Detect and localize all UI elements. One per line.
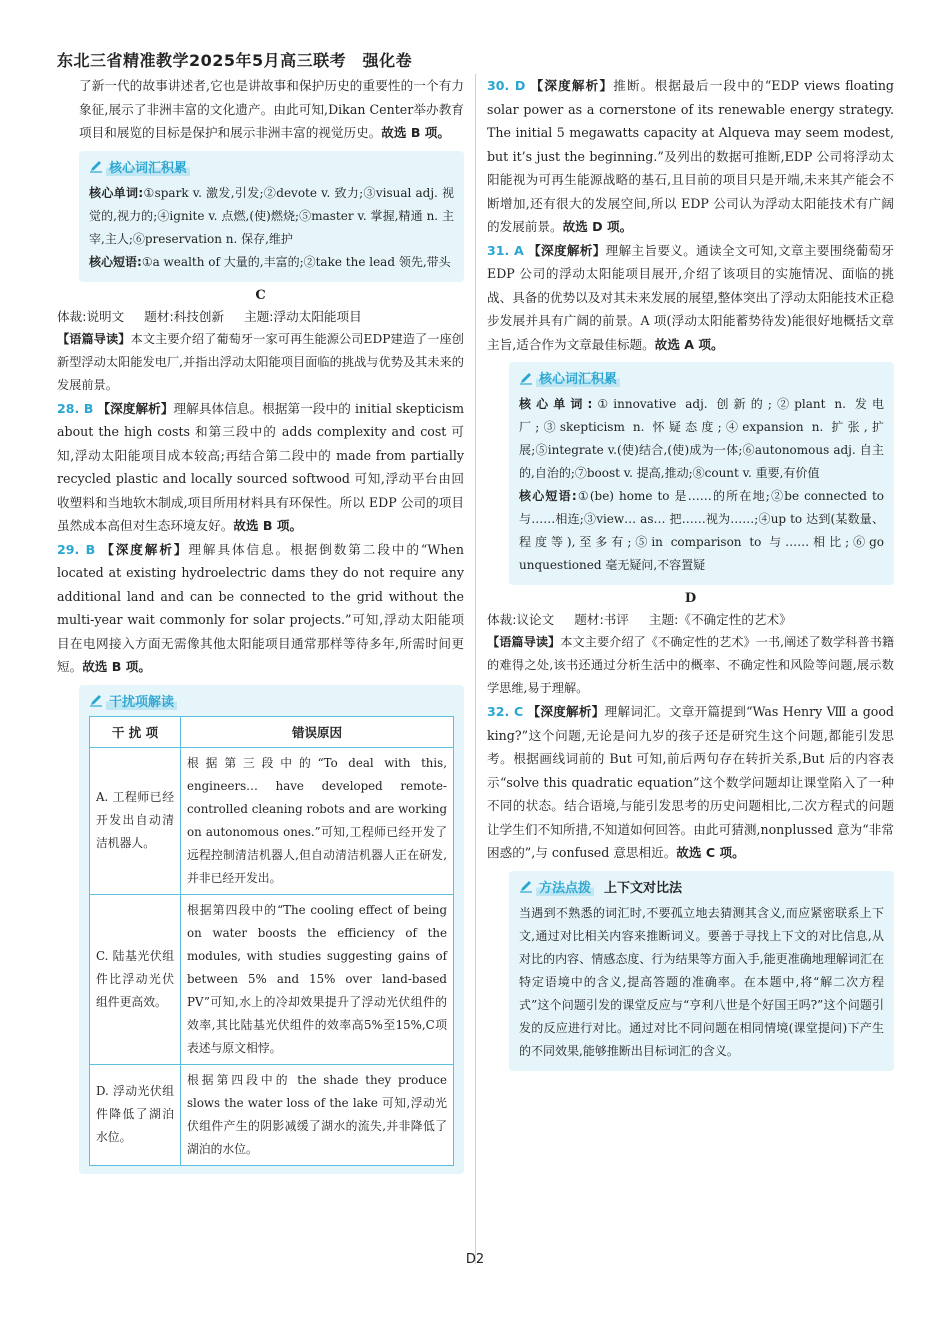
method-box-title: 方法点拨 — [536, 877, 594, 896]
distractor-box — [79, 685, 464, 1174]
vocab-box-title: 核心词汇积累 — [106, 157, 190, 176]
vocab-box-title: 核心词汇积累 — [536, 368, 620, 387]
distractor-option: C. 陆基光伏组件比浮动光伏组件更高效。 — [90, 894, 181, 1064]
pen-icon — [519, 371, 533, 385]
distractor-reason: 根据第三段中的“To deal with this, engineers… have developed remote-controlled cleaning robots and are working on autonomous ones.”可知,工程师已经开发了远程控制清洁机器人,但自动清洁机器人正在研发,并非已经开发出。 — [181, 747, 454, 894]
vocab-box-2 — [509, 362, 894, 585]
column-divider — [475, 74, 476, 1264]
method-box — [509, 871, 894, 1071]
method-text: 当遇到不熟悉的词汇时,不要孤立地去猜测其含义,而应紧密联系上下文,通过对比相关内容来推断词义。要善于寻找上下文的对比信息,从对比的内容、情感态度、行为结果等方面入手,能更准确地理解词汇在特定语境中的含义,提高答题的准确率。在本题中,将“解二次方程式”这个问题引发的课堂反应与“亨利八世是个好国王吗?”这个问题引发的反应进行对比。通过对比不同问题在相同情境(课堂提问)下产生的不同效果,能够推断出目标词汇的含义。 — [519, 905, 884, 1058]
section-c-guide: 【语篇导读】本文主要介绍了葡萄牙一家可再生能源公司EDP建造了一座创新型浮动太阳能发电厂,并指出浮动太阳能项目面临的挑战与优势及其未来的发展前景。 — [57, 331, 464, 392]
distractor-reason: 根据第四段中的“The cooling effect of being on water boosts the efficiency of the modules, with studies suggesting gains of between 5% and 15% over land-based PV”可知,水上的冷却效果提升了浮动光伏组件的效率,其比陆基光伏组件的效率高5%至15%,C项表述与原文相悖。 — [181, 894, 454, 1064]
section-d-heading: D — [684, 591, 697, 606]
table-row — [90, 747, 454, 894]
vocab-phrases: 核心短语:①(be) home to 是……的所在地;②be connected to 与……相连;③view… as… 把……视为……;④up to 达到(某数量、程度等),至多有;⑤in comparison to 与……相比;⑥go unquestioned 毫无疑问,不容置疑 — [519, 489, 884, 572]
vocab-words: 核心单词:①spark v. 激发,引发;②devote v. 致力;③visual adj. 视觉的,视力的;④ignite v. 点燃,(使)燃烧;⑤master v. 掌握,精通 n. 主宰,主人;⑥preservation n. 保存,维护 — [89, 185, 454, 246]
section-d-guide: 【语篇导读】本文主要介绍了《不确定性的艺术》一书,阐述了数学科普书籍的难得之处,该书还通过分析生活中的概率、不确定性和风险等问题,展示数学思维,易于理解。 — [487, 635, 895, 695]
table-row — [90, 1064, 454, 1165]
q28-explanation: 28. B 【深度解析】理解具体信息。根据第一段中的 initial skepticism about the high costs 和第三段中的 adds complexity and cost 可知,浮动太阳能项目成本较高;再结合第二段中的 made from partially recycled plastic and locally sourced softwood 可知,浮动平台由回收塑料和当地软木制成,项目所用材料具有环保性。所以 EDP 公司的项目虽然成本高但对生态环境友好。故选 B 项。 — [57, 400, 465, 533]
vocab-words: 核心单词:①innovative adj. 创新的;②plant n. 发电厂;③skepticism n. 怀疑态度;④expansion n. 扩张,扩展;⑤integrate v.(使)结合,(使)成为一体;⑥autonomous adj. 自主的,自治的;⑦boost v. 提高,推动;⑧count v. 重要,有价值 — [519, 397, 884, 480]
pen-icon — [519, 879, 533, 893]
distractor-option: A. 工程师已经开发出自动清洁机器人。 — [90, 747, 181, 894]
table-header: 错误原因 — [181, 716, 454, 747]
right-column — [487, 74, 894, 1077]
distractor-table — [89, 716, 454, 1166]
pen-icon — [89, 693, 103, 707]
method-box-subtitle: 上下文对比法 — [604, 880, 683, 896]
q31-explanation: 31. A 【深度解析】理解主旨要义。通读全文可知,文章主要围绕葡萄牙 EDP 公司的浮动太阳能项目展开,介绍了该项目的实施情况、面临的挑战、具备的优势以及对其未来发展的展望,整体突出了浮动太阳能技术正稳步发展并具有广阔的前景。A 项(浮动太阳能蓄势待发)能很好地概括文章主旨,适合作为文章最佳标题。故选 A 项。 — [487, 242, 895, 352]
q30-explanation: 30. D 【深度解析】推断。根据最后一段中的“EDP views floating solar power as a cornerstone of its renewable energy strategy. The initial 5 megawatts capacity at Alqueva may seem modest, but it’s just the beginning.”及列出的数据可推断,EDP 公司将浮动太阳能视为可再生能源战略的基石,且目前的项目只是开端,未来其产能会不断增加,还有很大的发展空间,所以 EDP 公司认为浮动太阳能技术有广阔的发展前景。故选 D 项。 — [487, 78, 894, 234]
section-d-meta: 体裁:议论文 题材:书评 主题:《不确定性的艺术》 — [487, 612, 792, 627]
distractor-box-title: 干扰项解读 — [106, 691, 177, 710]
table-header: 干 扰 项 — [90, 716, 181, 747]
left-column — [57, 74, 464, 1180]
section-c-meta: 体裁:说明文 题材:科技创新 主题:浮动太阳能项目 — [57, 308, 362, 324]
section-c-heading: C — [255, 287, 266, 303]
pen-icon — [89, 159, 103, 173]
vocab-phrases: 核心短语:①a wealth of 大量的,丰富的;②take the lead 领先,带头 — [89, 254, 451, 269]
distractor-reason: 根据第四段中的 the shade they produce slows the water loss of the lake 可知,浮动光伏组件产生的阴影减缓了湖水的流失,并非降低了湖泊的水位。 — [181, 1064, 454, 1165]
distractor-option: D. 浮动光伏组件降低了湖泊水位。 — [90, 1064, 181, 1165]
page-header: 东北三省精准教学2025年5月高三联考 强化卷 — [57, 51, 413, 70]
q29-explanation: 29. B 【深度解析】理解具体信息。根据倒数第二段中的“When located at existing hydroelectric dams they do not require any additional land and can be connected to the grid without the multi-year wait commonly for solar projects.”可知,浮动太阳能项目在电网接入方面无需像其他太阳能项目通常那样等待多年,所需时间更短。故选 B 项。 — [57, 541, 464, 674]
table-row — [90, 894, 454, 1064]
page-number: D2 — [465, 1252, 485, 1267]
vocab-box-1 — [79, 151, 464, 282]
q32-explanation: 32. C 【深度解析】理解词汇。文章开篇提到“Was Henry Ⅷ a good king?”这个问题,无论是问九岁的孩子还是研究生这个问题,都能引发思考。根据画线词前的 But 可知,前后两句存在转折关系,But 后的内容表示“solve this quadratic equation”这个数学问题却让课堂陷入了一种不同的状态。结合语境,与能引发思考的历史问题相比,二次方程式的问题让学生们不知所措,不知道如何回答。由此可猜测,nonplussed 意为“非常困惑的”,与 confused 意思相近。故选 C 项。 — [487, 704, 894, 860]
intro-paragraph: 了新一代的故事讲述者,它也是讲故事和保护历史的重要性的一个有力象征,展示了非洲丰富的文化遗产。由此可知,Dikan Center举办教育项目和展览的目标是保护和展示非洲丰富的视觉历史。故选 B 项。 — [79, 78, 464, 140]
